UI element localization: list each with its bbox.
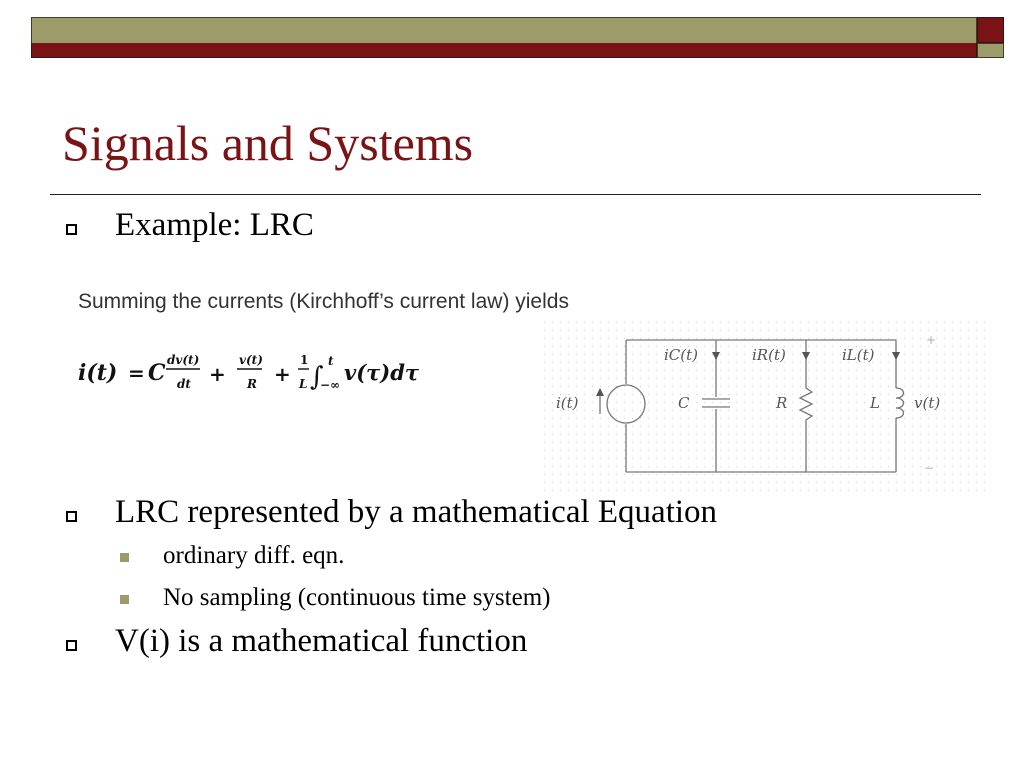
eq-v-num: v(t) bbox=[239, 353, 263, 367]
bullet-example-lrc: Example: LRC bbox=[115, 207, 314, 243]
filled-square-bullet-icon bbox=[120, 595, 129, 604]
eq-int-upper: t bbox=[328, 354, 334, 368]
header-bar-maroon bbox=[31, 43, 977, 58]
corner-square-maroon bbox=[977, 17, 1004, 43]
kcl-equation bbox=[76, 347, 436, 397]
label-ir: iR(t) bbox=[752, 346, 786, 364]
header-bar-olive bbox=[31, 17, 977, 43]
label-minus: − bbox=[924, 461, 935, 475]
eq-lhs: i(t) bbox=[78, 360, 118, 386]
hollow-square-bullet-icon bbox=[66, 640, 77, 651]
bullet-vi-function: V(i) is a mathematical function bbox=[115, 623, 528, 659]
eq-l-num: 1 bbox=[300, 353, 309, 367]
eq-plus-2: + bbox=[274, 362, 291, 386]
lrc-circuit-diagram bbox=[544, 322, 990, 494]
eq-dv-num: dv(t) bbox=[167, 353, 200, 367]
sub-bullet-ode: ordinary diff. eqn. bbox=[163, 542, 345, 569]
hollow-square-bullet-icon bbox=[66, 224, 77, 235]
figure-caption: Summing the currents (Kirchhoff’s current law) yields bbox=[78, 290, 569, 313]
eq-dv-den: dt bbox=[177, 377, 191, 391]
eq-int-lower: −∞ bbox=[320, 378, 341, 392]
label-il: iL(t) bbox=[842, 346, 875, 364]
hollow-square-bullet-icon bbox=[66, 511, 77, 522]
corner-square-olive bbox=[977, 43, 1004, 58]
label-v: v(t) bbox=[914, 394, 941, 412]
slide-title: Signals and Systems bbox=[62, 115, 474, 171]
eq-l-den: L bbox=[299, 377, 308, 391]
filled-square-bullet-icon bbox=[120, 553, 129, 562]
eq-integral-sign: ∫ bbox=[310, 362, 324, 392]
eq-equals: = bbox=[128, 361, 145, 385]
label-ic: iC(t) bbox=[664, 346, 699, 364]
label-l: L bbox=[870, 394, 880, 412]
label-c: C bbox=[678, 394, 690, 412]
eq-integrand: v(τ)dτ bbox=[344, 360, 420, 385]
sub-bullet-no-sampling: No sampling (continuous time system) bbox=[163, 584, 551, 611]
title-divider bbox=[50, 194, 981, 195]
label-r: R bbox=[776, 394, 788, 412]
eq-v-den: R bbox=[247, 377, 257, 391]
bullet-lrc-equation: LRC represented by a mathematical Equation bbox=[115, 494, 718, 530]
eq-plus-1: + bbox=[209, 362, 226, 386]
eq-c: C bbox=[148, 360, 166, 386]
label-plus: + bbox=[926, 333, 937, 347]
label-source-i: i(t) bbox=[556, 394, 579, 412]
